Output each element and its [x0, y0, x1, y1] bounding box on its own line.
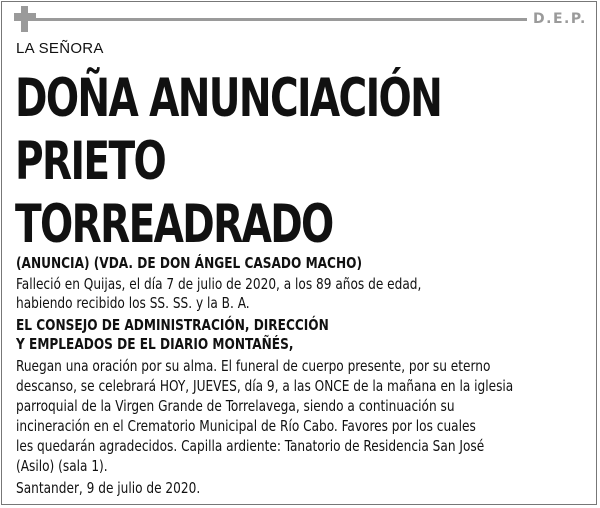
council-line-2: Y EMPLEADOS DE EL DIARIO MONTAÑÉS, [16, 335, 294, 353]
intro-title: LA SEÑORA [16, 40, 104, 57]
name-line-1: DOÑA ANUNCIACIÓN [15, 68, 442, 129]
prayer-line-4: incineración en el Crematorio Municipal de Río Cabo. Favores por los cuales [16, 417, 476, 435]
closing-line: Santander, 9 de julio de 2020. [16, 479, 201, 497]
cross-icon [14, 6, 36, 32]
prayer-line-1: Ruegan una oración por su alma. El funeral de cuerpo presente, por su eterno [16, 357, 491, 375]
death-line-2: habiendo recibido los SS. SS. y la B. A. [16, 294, 250, 312]
prayer-line-3: parroquial de la Virgen Grande de Torrelavega, siendo a continuación su [16, 397, 455, 415]
council-line-1: EL CONSEJO DE ADMINISTRACIÓN, DIRECCIÓN [16, 316, 329, 334]
prayer-line-5: les quedarán agradecidos. Capilla ardiente: Tanatorio de Residencia San José [16, 437, 485, 455]
dep-label: D.E.P. [533, 11, 587, 27]
prayer-line-6: (Asilo) (sala 1). [16, 457, 108, 475]
death-line-1: Falleció en Quijas, el día 7 de julio de 2020, a los 89 años de edad, [16, 275, 422, 293]
name-line-2: PRIETO [15, 131, 166, 192]
name-line-3: TORREADRADO [15, 194, 333, 255]
prayer-line-2: descanso, se celebrará HOY, JUEVES, día 9, a las ONCE de la mañana en la iglesia [16, 377, 514, 395]
alias-line: (ANUNCIA) (VDA. DE DON ÁNGEL CASADO MACHO) [16, 254, 363, 272]
header-rule [14, 18, 527, 21]
